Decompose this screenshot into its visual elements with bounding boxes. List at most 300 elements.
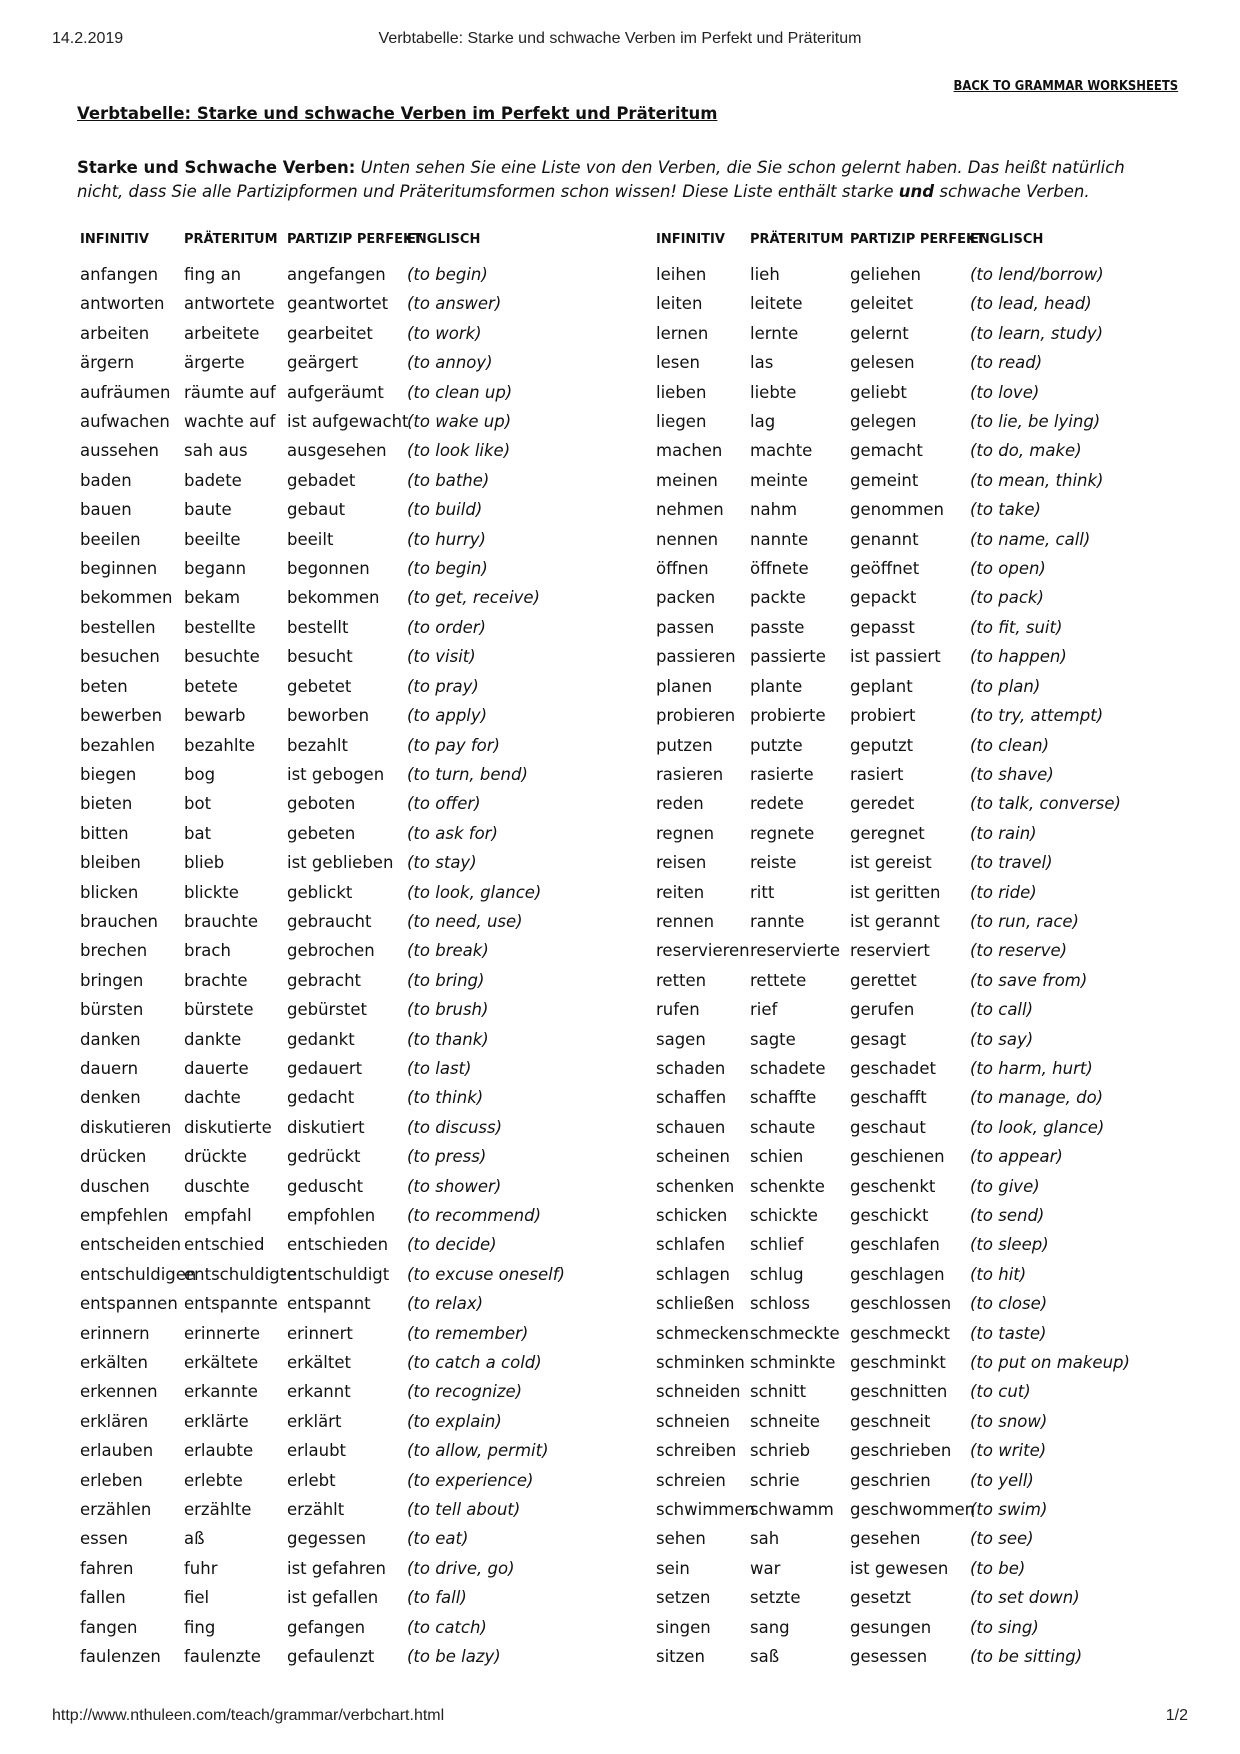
verb-preterite: reiste — [750, 853, 797, 873]
verb-preterite: brauchte — [184, 911, 258, 931]
verb-english: (to allow, permit) — [407, 1441, 549, 1461]
print-footer — [52, 1707, 1188, 1727]
verb-english: (to plan) — [970, 676, 1041, 696]
verb-preterite: schloss — [750, 1294, 810, 1314]
verb-past-participle: geblickt — [287, 882, 353, 902]
verb-past-participle: gebadet — [287, 470, 356, 490]
table-row — [656, 436, 1176, 465]
verb-infinitive: schicken — [656, 1206, 728, 1225]
verb-past-participle: geliebt — [850, 382, 907, 402]
back-to-grammar-worksheets-link[interactable]: BACK TO GRAMMAR WORKSHEETS — [953, 78, 1178, 94]
table-row — [656, 1054, 1176, 1083]
verb-preterite: schenkte — [750, 1176, 825, 1196]
verb-infinitive: schneien — [656, 1411, 730, 1431]
verb-preterite: schrieb — [750, 1441, 811, 1461]
verb-preterite: putzte — [750, 735, 803, 755]
verb-infinitive: empfehlen — [80, 1206, 169, 1225]
table-row — [80, 319, 640, 348]
verb-preterite: lernte — [750, 323, 799, 343]
verb-preterite: reservierte — [750, 941, 841, 961]
table-row — [656, 1613, 1176, 1642]
verb-past-participle: probiert — [850, 706, 916, 726]
verb-preterite: bat — [184, 823, 212, 843]
verb-past-participle: geschrieben — [850, 1441, 952, 1461]
verb-preterite: rannte — [750, 911, 805, 931]
verb-english: (to explain) — [407, 1411, 502, 1431]
verb-past-participle: geschrien — [850, 1470, 931, 1490]
table-row — [80, 672, 640, 701]
table-row — [656, 672, 1176, 701]
verb-past-participle: erklärt — [287, 1411, 342, 1431]
verb-past-participle: bekommen — [287, 588, 380, 608]
verb-past-participle: erkannt — [287, 1382, 351, 1402]
verb-english: (to love) — [970, 382, 1040, 402]
verb-preterite: erkannte — [184, 1382, 258, 1402]
intro-emphasis: und — [898, 182, 935, 201]
verb-preterite: badete — [184, 470, 242, 490]
verb-preterite: sah aus — [184, 441, 248, 461]
verb-preterite: drückte — [184, 1147, 247, 1167]
verb-preterite: meinte — [750, 470, 808, 490]
verb-past-participle: gebeten — [287, 823, 356, 843]
verb-english: (to be) — [970, 1558, 1026, 1578]
verb-preterite: erklärte — [184, 1411, 249, 1431]
verb-past-participle: begonnen — [287, 559, 370, 579]
verb-past-participle: genannt — [850, 529, 919, 549]
verb-past-participle: ist gebogen — [287, 764, 385, 784]
verb-preterite: lieh — [750, 265, 780, 284]
verb-table-left-body — [80, 260, 640, 1672]
table-row — [80, 1083, 640, 1112]
verb-preterite: rasierte — [750, 764, 814, 784]
verb-infinitive: lieben — [656, 382, 707, 402]
verb-infinitive: bringen — [80, 970, 144, 990]
verb-english: (to name, call) — [970, 529, 1091, 549]
verb-english: (to fit, suit) — [970, 617, 1063, 637]
verb-english: (to close) — [970, 1294, 1048, 1314]
verb-past-participle: geleitet — [850, 294, 914, 314]
verb-english: (to mean, think) — [970, 470, 1104, 490]
verb-preterite: passierte — [750, 647, 826, 667]
verb-past-participle: gerettet — [850, 970, 917, 990]
verb-english: (to open) — [970, 559, 1046, 579]
verb-english: (to say) — [970, 1029, 1034, 1049]
verb-infinitive: reiten — [656, 882, 705, 902]
verb-english: (to ride) — [970, 882, 1037, 902]
verb-preterite: bot — [184, 794, 212, 814]
verb-english: (to pay for) — [407, 735, 500, 755]
verb-english: (to answer) — [407, 294, 502, 314]
verb-preterite: bog — [184, 764, 216, 784]
table-row — [656, 848, 1176, 877]
verb-english: (to try, attempt) — [970, 706, 1104, 726]
verb-english: (to look, glance) — [970, 1117, 1105, 1137]
verb-past-participle: gebaut — [287, 500, 346, 520]
verb-infinitive: entscheiden — [80, 1235, 182, 1255]
verb-past-participle: rasiert — [850, 764, 904, 784]
verb-infinitive: entschuldigen — [80, 1264, 197, 1284]
verb-infinitive: diskutieren — [80, 1117, 172, 1137]
verb-preterite: entschied — [184, 1235, 265, 1255]
verb-preterite: schickte — [750, 1206, 818, 1225]
verb-past-participle: gefaulenzt — [287, 1647, 375, 1667]
table-row — [656, 1083, 1176, 1112]
verb-infinitive: sehen — [656, 1529, 706, 1549]
table-row — [656, 789, 1176, 818]
verb-infinitive: schauen — [656, 1117, 726, 1137]
column-header-partizip-perfekt: PARTIZIP PERFEKT — [287, 232, 422, 247]
verb-english: (to put on makeup) — [970, 1353, 1130, 1373]
verb-infinitive: brauchen — [80, 911, 158, 931]
verb-english: (to thank) — [407, 1029, 489, 1049]
verb-english: (to send) — [970, 1206, 1045, 1225]
verb-english: (to happen) — [970, 647, 1067, 667]
table-row — [80, 1172, 640, 1201]
table-row — [80, 995, 640, 1024]
verb-past-participle: geregnet — [850, 823, 925, 843]
verb-past-participle: gegessen — [287, 1529, 367, 1549]
verb-past-participle: entschuldigt — [287, 1264, 390, 1284]
verb-infinitive: erkennen — [80, 1382, 158, 1402]
table-row — [656, 1113, 1176, 1142]
table-row — [80, 1319, 640, 1348]
verb-preterite: besuchte — [184, 647, 260, 667]
table-row — [656, 819, 1176, 848]
verb-infinitive: scheinen — [656, 1147, 730, 1167]
verb-past-participle: geantwortet — [287, 294, 389, 314]
verb-past-participle: geduscht — [287, 1176, 364, 1196]
verb-infinitive: retten — [656, 970, 707, 990]
verb-english: (to lead, head) — [970, 294, 1092, 314]
verb-preterite: las — [750, 353, 774, 373]
column-header-englisch: ENGLISCH — [407, 232, 481, 247]
table-row — [656, 1524, 1176, 1553]
verb-past-participle: geschlossen — [850, 1294, 952, 1314]
table-row — [80, 1348, 640, 1377]
verb-english: (to harm, hurt) — [970, 1058, 1093, 1078]
verb-english: (to call) — [970, 1000, 1034, 1020]
verb-past-participle: gebürstet — [287, 1000, 368, 1020]
verb-english: (to work) — [407, 323, 482, 343]
verb-past-participle: geredet — [850, 794, 915, 814]
verb-past-participle: gesagt — [850, 1029, 907, 1049]
verb-english: (to annoy) — [407, 353, 493, 373]
verb-infinitive: planen — [656, 676, 713, 696]
table-row — [656, 1260, 1176, 1289]
verb-preterite: rettete — [750, 970, 807, 990]
verb-past-participle: geliehen — [850, 265, 922, 284]
verb-english: (to take) — [970, 500, 1041, 520]
verb-infinitive: drücken — [80, 1147, 147, 1167]
verb-english: (to stay) — [407, 853, 477, 873]
verb-preterite: machte — [750, 441, 813, 461]
verb-infinitive: duschen — [80, 1176, 150, 1196]
verb-infinitive: faulenzen — [80, 1647, 161, 1667]
verb-infinitive: danken — [80, 1029, 141, 1049]
verb-infinitive: denken — [80, 1088, 141, 1108]
verb-past-participle: entspannt — [287, 1294, 371, 1314]
verb-preterite: rief — [750, 1000, 778, 1020]
verb-preterite: sah — [750, 1529, 780, 1549]
verb-infinitive: bezahlen — [80, 735, 156, 755]
verb-past-participle: ist gefallen — [287, 1588, 379, 1608]
table-row — [80, 436, 640, 465]
verb-english: (to recognize) — [407, 1382, 523, 1402]
verb-english: (to shave) — [970, 764, 1054, 784]
table-row — [80, 1554, 640, 1583]
verb-preterite: diskutierte — [184, 1117, 272, 1137]
table-row — [80, 1113, 640, 1142]
table-row — [80, 466, 640, 495]
verb-preterite: erlebte — [184, 1470, 243, 1490]
verb-infinitive: reservieren — [656, 941, 750, 961]
verb-english: (to get, receive) — [407, 588, 540, 608]
verb-preterite: dauerte — [184, 1058, 249, 1078]
verb-preterite: probierte — [750, 706, 826, 726]
verb-preterite: dachte — [184, 1088, 241, 1108]
table-row — [656, 1495, 1176, 1524]
verb-infinitive: meinen — [656, 470, 718, 490]
verb-english: (to turn, bend) — [407, 764, 528, 784]
table-row — [80, 907, 640, 936]
verb-infinitive: schminken — [656, 1353, 745, 1373]
verb-infinitive: bewerben — [80, 706, 163, 726]
verb-preterite: nannte — [750, 529, 809, 549]
verb-english: (to snow) — [970, 1411, 1048, 1431]
verb-past-participle: gebetet — [287, 676, 352, 696]
verb-english: (to remember) — [407, 1323, 529, 1343]
verb-infinitive: erzählen — [80, 1500, 152, 1520]
verb-infinitive: schreien — [656, 1470, 726, 1490]
verb-past-participle: geschlagen — [850, 1264, 945, 1284]
verb-english: (to build) — [407, 500, 483, 520]
verb-past-participle: diskutiert — [287, 1117, 365, 1137]
verb-english: (to brush) — [407, 1000, 489, 1020]
verb-past-participle: geschminkt — [850, 1353, 946, 1373]
table-row — [80, 378, 640, 407]
verb-infinitive: passieren — [656, 647, 736, 667]
verb-english: (to appear) — [970, 1147, 1063, 1167]
verb-preterite: war — [750, 1558, 781, 1578]
table-row — [80, 701, 640, 730]
verb-english: (to learn, study) — [970, 323, 1104, 343]
verb-past-participle: aufgeräumt — [287, 382, 384, 402]
verb-preterite: fuhr — [184, 1558, 218, 1578]
verb-infinitive: bauen — [80, 500, 132, 520]
verb-preterite: bekam — [184, 588, 241, 608]
verb-infinitive: nennen — [656, 529, 719, 549]
table-row — [656, 348, 1176, 377]
verb-past-participle: gelegen — [850, 412, 917, 432]
verb-past-participle: gearbeitet — [287, 323, 373, 343]
verb-preterite: bezahlte — [184, 735, 256, 755]
verb-past-participle: geschickt — [850, 1206, 929, 1225]
verb-english: (to wake up) — [407, 412, 512, 432]
verb-past-participle: beworben — [287, 706, 370, 726]
verb-preterite: blickte — [184, 882, 239, 902]
table-row — [656, 1025, 1176, 1054]
table-row — [656, 1230, 1176, 1259]
verb-infinitive: probieren — [656, 706, 736, 726]
verb-infinitive: anfangen — [80, 265, 159, 284]
table-row — [656, 1642, 1176, 1671]
verb-preterite: beeilte — [184, 529, 241, 549]
table-row — [80, 642, 640, 671]
column-header-infinitiv: INFINITIV — [80, 232, 149, 247]
verb-english: (to sleep) — [970, 1235, 1049, 1255]
verb-english: (to drive, go) — [407, 1558, 515, 1578]
verb-past-participle: empfohlen — [287, 1206, 376, 1225]
table-row — [80, 260, 640, 289]
table-row — [656, 1201, 1176, 1230]
table-row — [80, 819, 640, 848]
verb-infinitive: reden — [656, 794, 704, 814]
verb-preterite: begann — [184, 559, 247, 579]
verb-preterite: schien — [750, 1147, 804, 1167]
verb-infinitive: leihen — [656, 265, 707, 284]
intro-lead: Starke und Schwache Verben: — [77, 158, 356, 177]
verb-past-participle: geöffnet — [850, 559, 920, 579]
table-row — [80, 1025, 640, 1054]
verb-past-participle: gesessen — [850, 1647, 928, 1667]
verb-past-participle: beeilt — [287, 529, 334, 549]
verb-preterite: schwamm — [750, 1500, 834, 1520]
verb-infinitive: bestellen — [80, 617, 156, 637]
table-row — [80, 613, 640, 642]
verb-past-participle: erkältet — [287, 1353, 351, 1373]
verb-english: (to look, glance) — [407, 882, 542, 902]
verb-table-header — [656, 232, 1176, 260]
verb-english: (to eat) — [407, 1529, 469, 1549]
verb-past-participle: geplant — [850, 676, 913, 696]
table-row — [656, 642, 1176, 671]
verb-infinitive: nehmen — [656, 500, 724, 520]
verb-english: (to hurry) — [407, 529, 486, 549]
table-row — [656, 466, 1176, 495]
verb-preterite: empfahl — [184, 1206, 252, 1225]
verb-infinitive: schreiben — [656, 1441, 737, 1461]
verb-english: (to do, make) — [970, 441, 1082, 461]
verb-english: (to write) — [970, 1441, 1047, 1461]
verb-preterite: erzählte — [184, 1500, 252, 1520]
table-row — [656, 495, 1176, 524]
verb-infinitive: erkälten — [80, 1353, 148, 1373]
verb-preterite: dankte — [184, 1029, 242, 1049]
verb-preterite: sagte — [750, 1029, 796, 1049]
table-row — [80, 1495, 640, 1524]
verb-infinitive: beginnen — [80, 559, 158, 579]
verb-past-participle: gesungen — [850, 1617, 932, 1637]
verb-past-participle: geschenkt — [850, 1176, 936, 1196]
verb-past-participle: ausgesehen — [287, 441, 387, 461]
verb-infinitive: leiten — [656, 294, 703, 314]
page-number: 1/2 — [1165, 1707, 1188, 1724]
verb-infinitive: arbeiten — [80, 323, 150, 343]
verb-past-participle: gefangen — [287, 1617, 366, 1637]
verb-infinitive: rufen — [656, 1000, 700, 1020]
verb-english: (to experience) — [407, 1470, 534, 1490]
table-row — [656, 936, 1176, 965]
verb-infinitive: essen — [80, 1529, 128, 1549]
verb-infinitive: beten — [80, 676, 128, 696]
document-title: Verbtabelle: Starke und schwache Verben im Perfekt und Präteritum — [77, 104, 718, 123]
verb-preterite: erkältete — [184, 1353, 259, 1373]
verb-english: (to travel) — [970, 853, 1053, 873]
verb-preterite: fiel — [184, 1588, 210, 1608]
verb-english: (to recommend) — [407, 1206, 542, 1225]
verb-infinitive: bürsten — [80, 1000, 144, 1020]
table-row — [80, 760, 640, 789]
verb-infinitive: aufwachen — [80, 412, 170, 432]
intro-paragraph — [77, 156, 1167, 204]
verb-infinitive: bieten — [80, 794, 133, 814]
table-row — [80, 848, 640, 877]
verb-infinitive: antworten — [80, 294, 165, 314]
verb-preterite: leitete — [750, 294, 803, 314]
verb-preterite: schneite — [750, 1411, 820, 1431]
verb-preterite: räumte auf — [184, 382, 276, 402]
table-row — [80, 1230, 640, 1259]
verb-infinitive: lernen — [656, 323, 709, 343]
verb-english: (to press) — [407, 1147, 487, 1167]
table-row — [656, 701, 1176, 730]
column-header-praeteritum: PRÄTERITUM — [184, 232, 278, 247]
verb-infinitive: sagen — [656, 1029, 706, 1049]
table-row — [80, 1054, 640, 1083]
verb-past-participle: geschafft — [850, 1088, 927, 1108]
verb-english: (to swim) — [970, 1500, 1048, 1520]
table-row — [656, 1554, 1176, 1583]
verb-past-participle: geschaut — [850, 1117, 926, 1137]
verb-past-participle: ist passiert — [850, 647, 941, 667]
verb-past-participle: gesehen — [850, 1529, 921, 1549]
verb-infinitive: schwimmen — [656, 1500, 755, 1520]
verb-past-participle: ist gereist — [850, 853, 932, 873]
verb-infinitive: rasieren — [656, 764, 724, 784]
verb-past-participle: gedacht — [287, 1088, 355, 1108]
verb-preterite: regnete — [750, 823, 815, 843]
verb-past-participle: geschwommen — [850, 1500, 976, 1520]
verb-english: (to begin) — [407, 265, 488, 284]
verb-infinitive: lesen — [656, 353, 700, 373]
verb-infinitive: packen — [656, 588, 716, 608]
verb-past-participle: gepackt — [850, 588, 917, 608]
verb-past-participle: gedankt — [287, 1029, 355, 1049]
verb-infinitive: reisen — [656, 853, 707, 873]
verb-past-participle: gelesen — [850, 353, 915, 373]
table-row — [80, 1436, 640, 1465]
verb-infinitive: fangen — [80, 1617, 138, 1637]
verb-preterite: schlug — [750, 1264, 804, 1284]
verb-preterite: redete — [750, 794, 804, 814]
verb-past-participle: gedauert — [287, 1058, 363, 1078]
verb-english: (to hit) — [970, 1264, 1027, 1284]
table-row — [80, 936, 640, 965]
verb-english: (to apply) — [407, 706, 488, 726]
verb-preterite: öffnete — [750, 559, 809, 579]
verb-english: (to catch a cold) — [407, 1353, 542, 1373]
verb-english: (to think) — [407, 1088, 484, 1108]
table-row — [656, 1407, 1176, 1436]
table-row — [656, 260, 1176, 289]
verb-infinitive: brechen — [80, 941, 148, 961]
verb-english: (to cut) — [970, 1382, 1031, 1402]
verb-past-participle: geschmeckt — [850, 1323, 951, 1343]
verb-infinitive: schaden — [656, 1058, 726, 1078]
verb-past-participle: gelernt — [850, 323, 909, 343]
verb-past-participle: gerufen — [850, 1000, 915, 1020]
verb-infinitive: singen — [656, 1617, 711, 1637]
